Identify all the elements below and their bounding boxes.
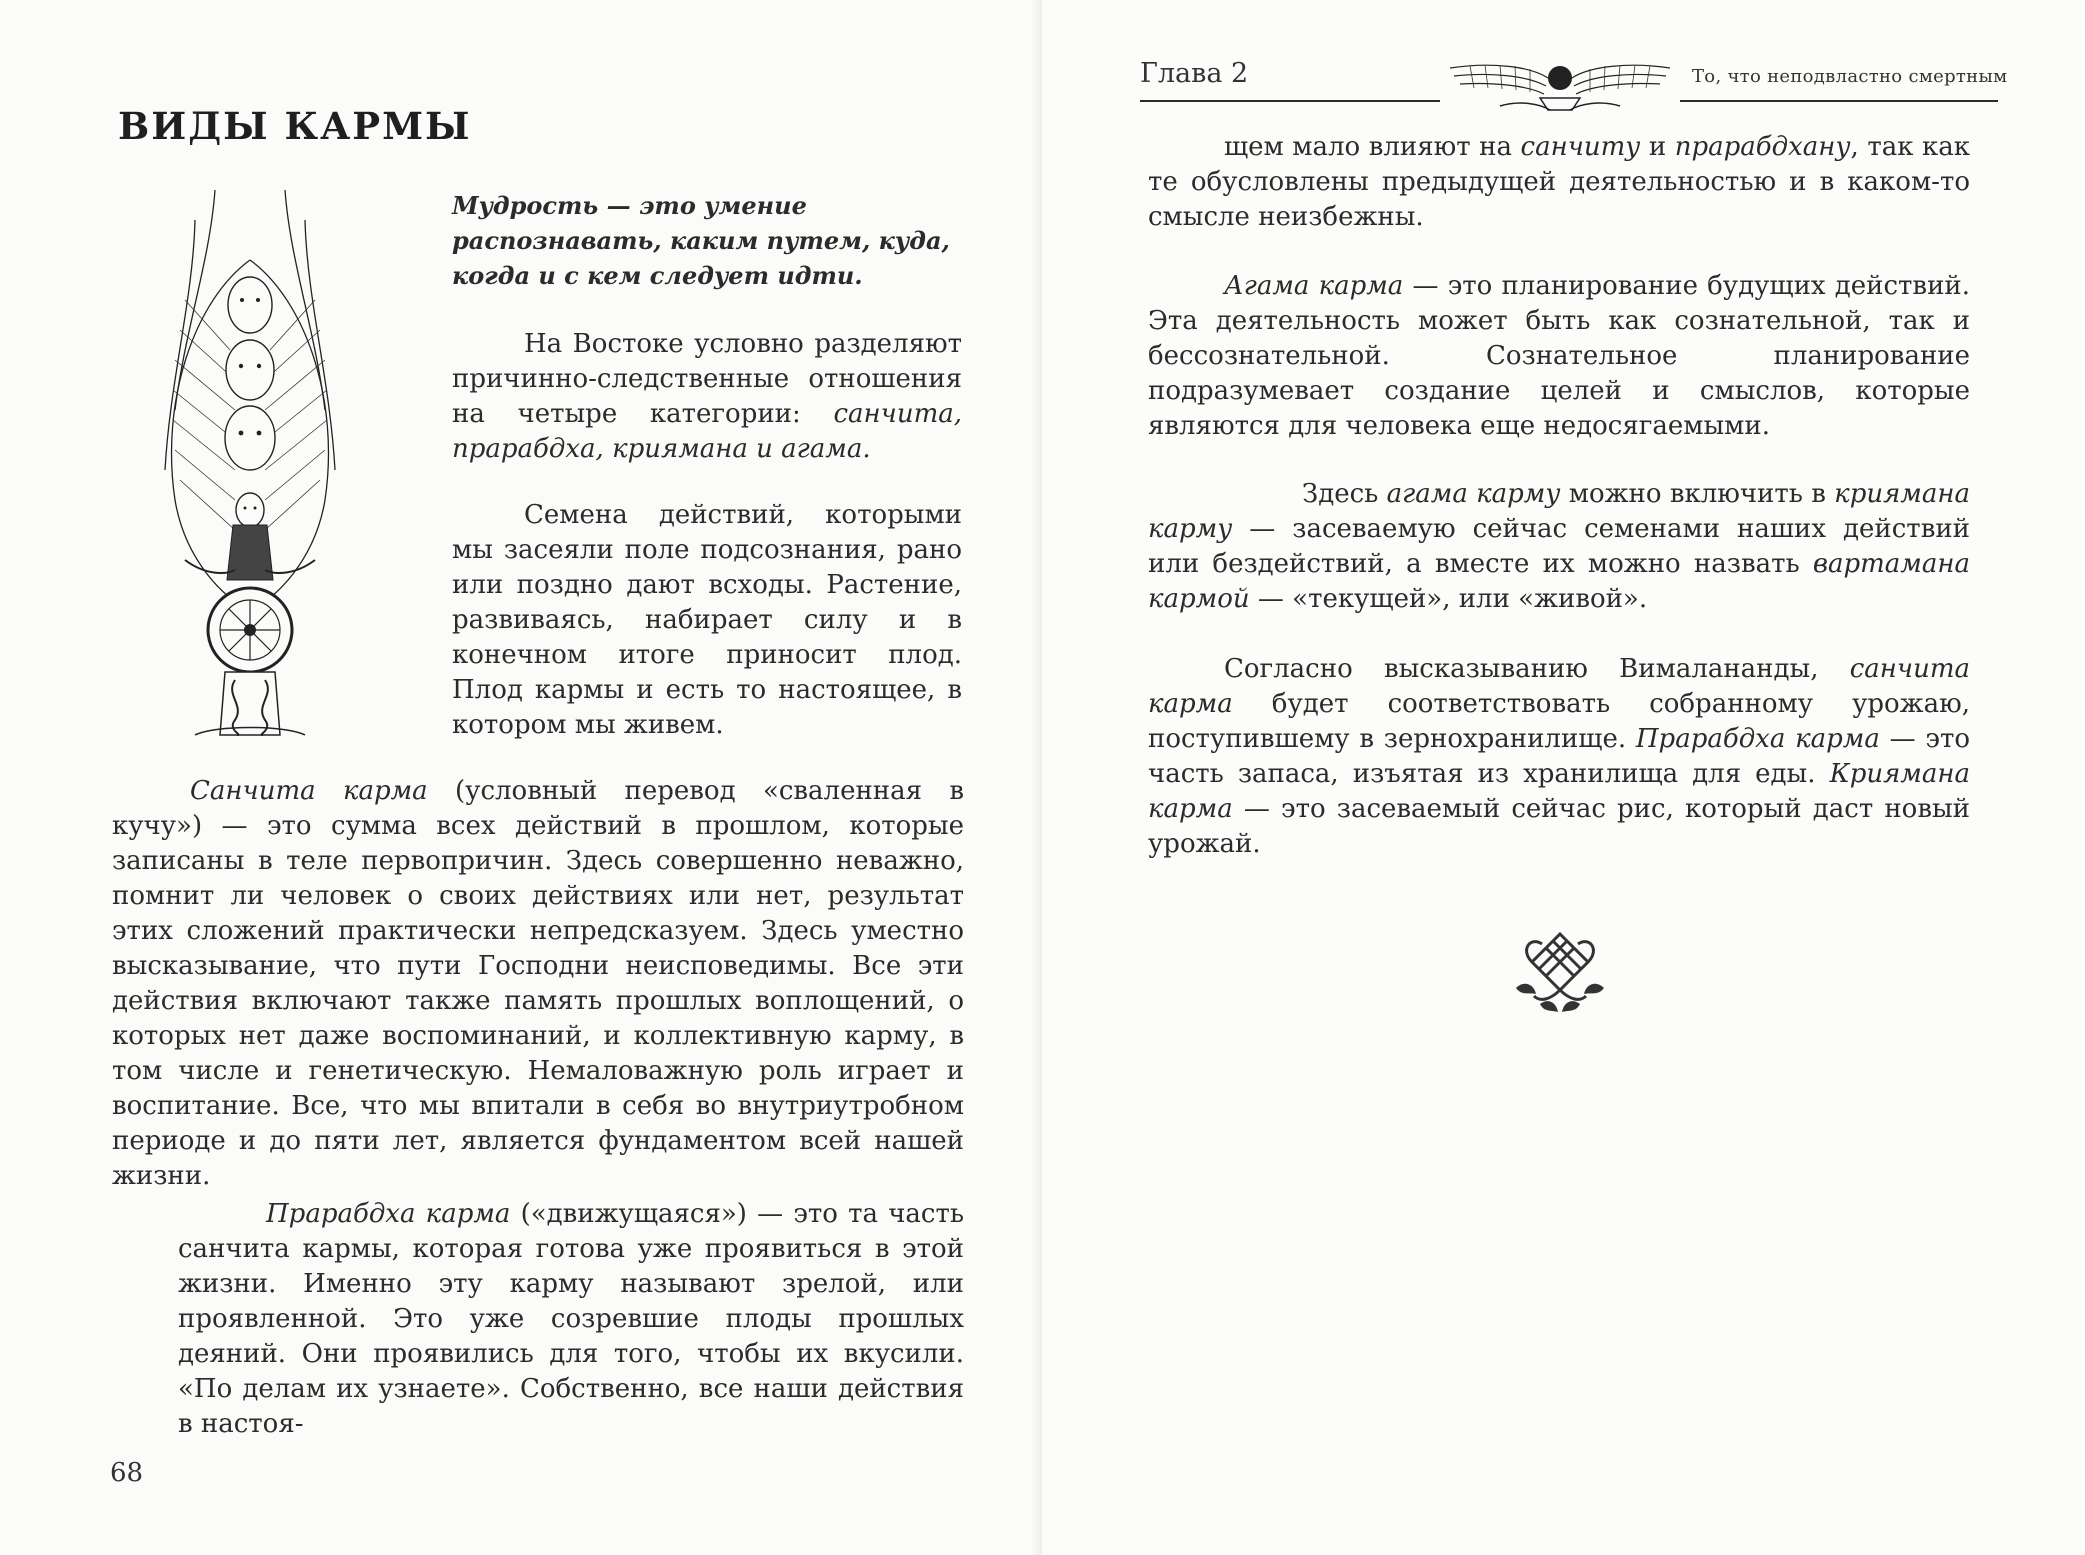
paragraph-1-italic: санчита, прарабдха, криямана и агама. [452,399,962,464]
right-paragraph-2 [1148,269,1970,444]
right-paragraph-1-text-a: щем мало влияют на [1224,132,1521,162]
paragraph-3-term: Санчита карма [190,776,428,806]
epigraph: Мудрость — это умение распознавать, каким путем, куда, когда и с кем следует идти. [452,191,950,290]
left-page [0,0,1042,1555]
winged-sun-ornament-icon [1440,54,1680,120]
right-paragraph-3-italic-a: агама карму [1386,479,1561,509]
page-number: 68 [110,1458,144,1488]
right-paragraph-3-text-a: Здесь [1302,479,1387,509]
paragraph-3 [112,774,964,1194]
right-paragraph-4-text-c: — это часть запаса, изъятая из хранилища для еды. [1148,724,1970,789]
right-paragraph-3-text-b: можно включить в [1560,479,1835,509]
right-paragraph-1-italic-b: прарабдхану [1674,132,1851,162]
right-paragraph-1-italic-a: санчиту [1520,132,1641,162]
paragraph-2 [452,498,962,743]
right-paragraph-3-text-c: — засеваемую сейчас семенами наших действий или бездействий, а вместе их можно назвать [1148,514,1970,579]
paragraph-1 [452,327,962,467]
right-paragraph-3-italic-b: криямана карму [1148,479,1970,544]
winged-deity-illustration [155,180,345,750]
right-paragraph-4-text-a: Согласно высказыванию Вималананды, [1224,654,1850,684]
right-paragraph-3-text-d: — «текущей», или «живой». [1249,584,1648,614]
right-paragraph-4-italic-b: Прарабдха карма [1635,724,1880,754]
paragraph-3-text: (условный перевод «сваленная в кучу») — это сумма всех действий в прошлом, которые записаны в теле первопричин. Здесь совершенно неважно, помнит ли человек о своих действиях или нет, результат этих сложений практически непредсказуем. Здесь уместно высказывание, что пути Господни неисповедимы. Все эти действия включают также память прошлых воплощений, о которых нет даже воспоминаний, и коллективную карму, в том числе и генетическую. Немаловажную роль играет и воспитание. Все, что мы впитали в себя во внутриутробном периоде и до пяти лет, является фундаментом всей нашей жизни. [112,776,965,1191]
right-paragraph-2-text: — это планирование будущих действий. Эта деятельность может быть как сознательной, так и бессознательной. Сознательное планирование подразумевает создание целей и смыслов, которые являются для человека еще недосягаемыми. [1148,271,1970,441]
right-paragraph-1-text-b: и [1640,132,1675,162]
right-paragraph-4 [1148,652,1970,862]
chapter-title: ВИДЫ КАРМЫ [118,104,472,148]
right-paragraph-3-italic-c: вартамана кармой [1148,549,1970,614]
paragraph-2-text: Семена действий, которыми мы засеяли поле подсознания, рано или поздно дают всходы. Растение, развиваясь, набирает силу и в конечном итоге приносит плод. Плод кармы и есть то настоящее, в котором мы живем. [452,500,962,740]
right-paragraph-3 [1148,477,1970,617]
right-paragraph-4-text-b: будет соответствовать собранному урожаю, поступившему в зернохранилище. [1148,689,1970,754]
running-header-chapter: Глава 2 [1140,58,1249,89]
paragraph-4 [178,1197,964,1442]
paragraph-4-text: («движущаяся») — это та часть санчита кармы, которая готова уже проявиться в этой жизни. Именно эту карму называют зрелой, или проявленной. Это уже созревшие плоды прошлых деяний. Они проявились для того, чтобы их вкусили. «По делам их узнаете». Собственно, все наши действия в настоя- [178,1199,964,1439]
right-paragraph-1 [1148,130,1970,235]
running-header-subtitle: То, что неподвластно смертным [1692,66,2008,87]
right-paragraph-4-text-d: — это засеваемый сейчас рис, который даст новый урожай. [1148,794,1970,859]
right-paragraph-1-text-c: , так как те обусловлены предыдущей деятельностью и в каком-то смысле неизбежны. [1148,132,1970,232]
right-paragraph-4-italic-a: санчита карма [1148,654,1970,719]
endless-knot-ornament-icon [1510,922,1610,1022]
right-paragraph-4-italic-c: Криямана карма [1148,759,1970,824]
paragraph-1-text: На Востоке условно разделяют причинно-следственные отношения на четыре категории: [452,329,962,429]
right-paragraph-2-term: Агама карма [1224,271,1404,301]
paragraph-4-term: Прарабдха карма [266,1199,511,1229]
